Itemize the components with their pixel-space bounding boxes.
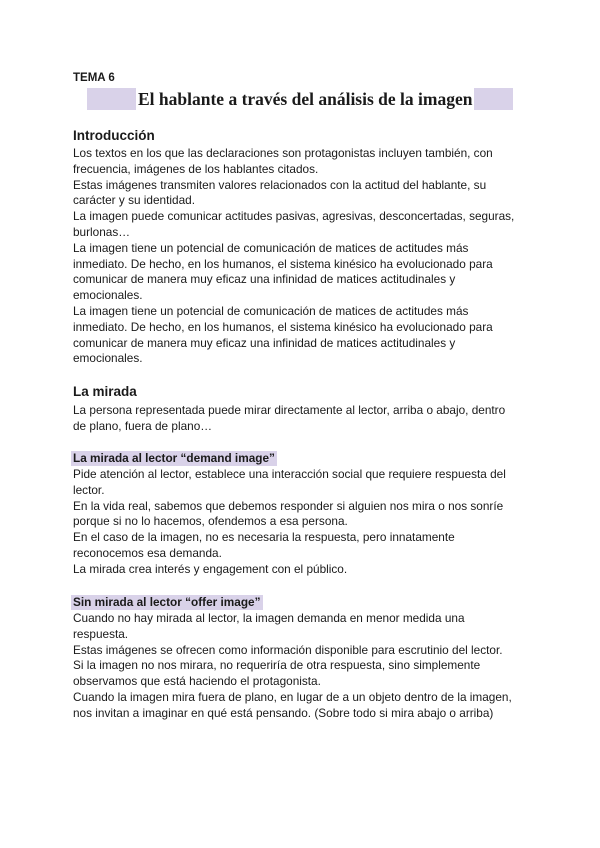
section-body-introduccion: [73, 146, 533, 367]
section-heading-introduccion: Introducción: [73, 128, 155, 143]
body-line: comunicar de manera muy eficaz una infinidad de matices actitudinales y: [73, 272, 456, 287]
body-line: lector.: [73, 482, 105, 497]
body-line: La mirada crea interés y engagement con el público.: [73, 561, 348, 576]
section-body-offer-image: [73, 611, 533, 722]
body-line: En la vida real, sabemos que debemos responder si alguien nos mira o nos sonríe: [73, 498, 504, 513]
subsection-heading-offer-image: Sin mirada al lector “offer image”: [73, 595, 261, 609]
body-line: Si la imagen no nos mirara, no requeriría de otra respuesta, sino simplemente: [73, 658, 481, 673]
section-heading-la-mirada: La mirada: [73, 384, 137, 399]
body-line: Estas imágenes transmiten valores relacionados con la actitud del hablante, su: [73, 177, 487, 192]
body-line: La imagen puede comunicar actitudes pasivas, agresivas, desconcertadas, seguras,: [73, 209, 515, 224]
body-line: inmediato. De hecho, en los humanos, el sistema kinésico ha evolucionado para: [73, 256, 493, 271]
body-line: Cuando no hay mirada al lector, la imagen demanda en menor medida una: [73, 611, 465, 625]
body-line: de plano, fuera de plano…: [73, 418, 213, 433]
body-line: emocionales.: [73, 288, 143, 303]
body-line: La imagen tiene un potencial de comunicación de matices de actitudes más: [73, 303, 469, 318]
body-line: reconocemos esa demanda.: [73, 545, 222, 560]
document-title: El hablante a través del análisis de la imagen: [138, 89, 473, 109]
body-line: carácter y su identidad.: [73, 193, 195, 208]
body-line: Pide atención al lector, establece una interacción social que requiere respuesta del: [73, 467, 506, 481]
body-line: emocionales.: [73, 351, 143, 366]
section-body-la-mirada: [73, 403, 533, 435]
section-body-demand-image: [73, 467, 533, 578]
body-line: La imagen tiene un potencial de comunicación de matices de actitudes más: [73, 240, 469, 255]
body-line: comunicar de manera muy eficaz una infinidad de matices actitudinales y: [73, 335, 456, 350]
body-line: respuesta.: [73, 626, 129, 641]
body-line: observamos que está haciendo el protagonista.: [73, 674, 321, 689]
body-line: nos invitan a imaginar en qué está pensando. (Sobre todo si mira abajo o arriba): [73, 705, 494, 720]
body-line: Estas imágenes se ofrecen como información disponible para escrutinio del lector.: [73, 642, 503, 657]
body-line: La persona representada puede mirar directamente al lector, arriba o abajo, dentro: [73, 403, 506, 417]
body-line: frecuencia, imágenes de los hablantes citados.: [73, 161, 319, 176]
body-line: burlonas…: [73, 224, 131, 239]
subsection-heading-demand-image: La mirada al lector “demand image”: [73, 451, 275, 465]
body-line: Cuando la imagen mira fuera de plano, en lugar de a un objeto dentro de la imagen,: [73, 689, 512, 704]
topic-label: TEMA 6: [73, 72, 115, 84]
body-line: En el caso de la imagen, no es necesaria la respuesta, pero innatamente: [73, 530, 455, 545]
body-line: porque si no lo hacemos, ofendemos a esa persona.: [73, 514, 348, 529]
body-line: inmediato. De hecho, en los humanos, el sistema kinésico ha evolucionado para: [73, 319, 493, 334]
body-line: Los textos en los que las declaraciones son protagonistas incluyen también, con: [73, 146, 493, 160]
